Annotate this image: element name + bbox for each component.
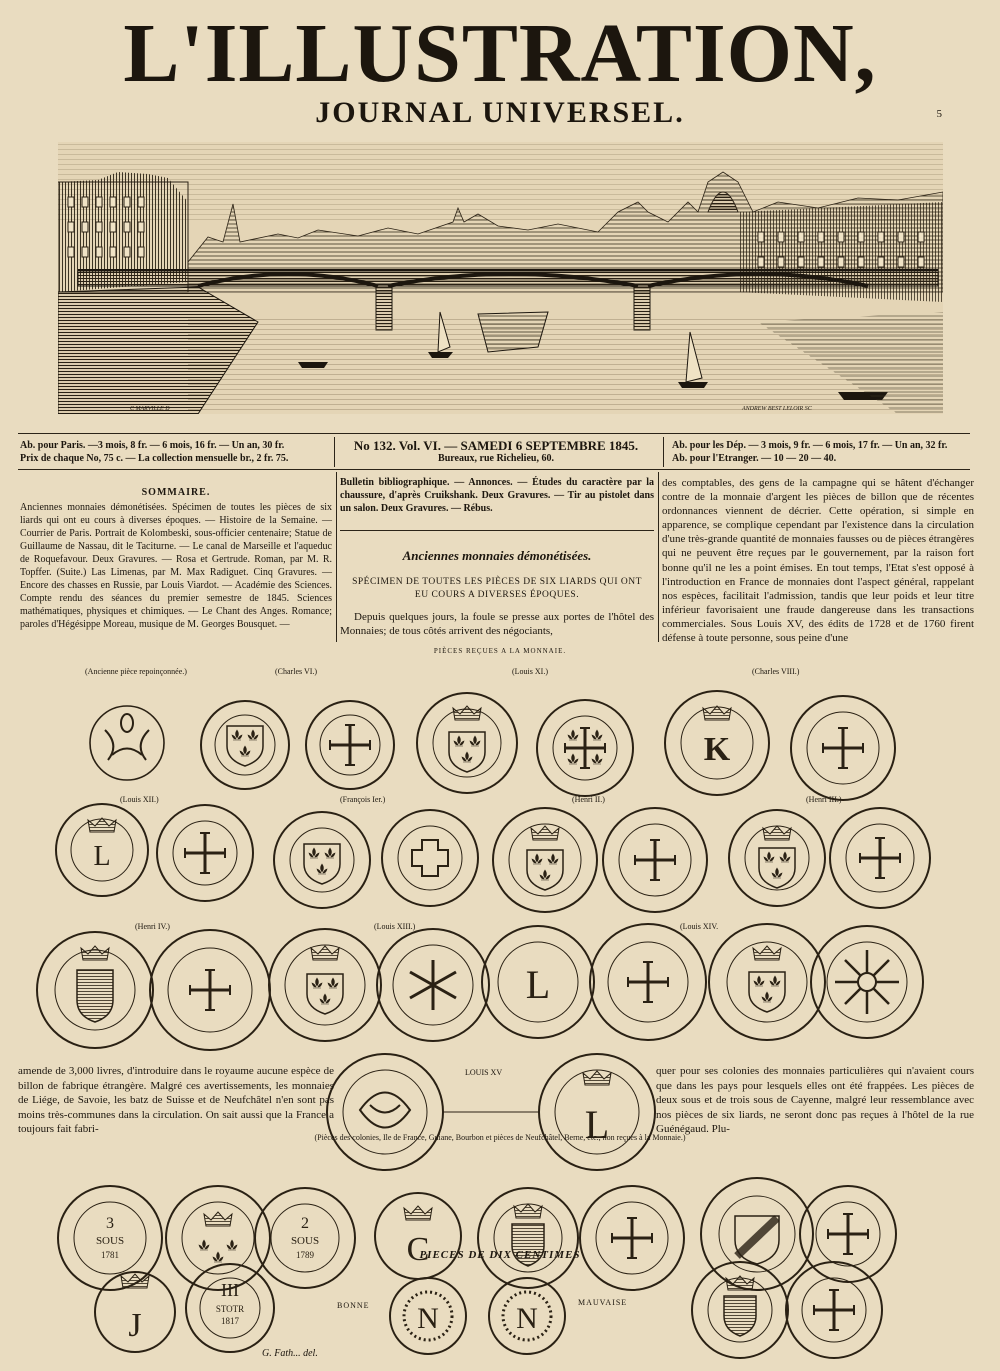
coin-louis15-reverse xyxy=(539,1054,655,1170)
coin-francois1-obverse xyxy=(274,812,370,908)
coin-louis14-obverse-b xyxy=(709,924,825,1040)
svg-text:3: 3 xyxy=(106,1215,114,1232)
svg-text:K: K xyxy=(703,731,731,768)
article-title: Anciennes monnaies démonétisées. xyxy=(402,548,592,563)
coin-louis14-reverse-a xyxy=(590,924,706,1040)
paris-bridge-engraving xyxy=(58,142,943,414)
coin-henri4-obverse xyxy=(37,932,153,1048)
article-bottom-left: amende de 3,000 livres, d'introduire dans le royaume aucune espèce de billon de fabrique étrangère. Malgré ces avertissements, les monnaies de Liége, de Savoie, les batz de Suisse et de Neufchâtel n'en sont pas moins très-communes dans la circulation. On sait aussi que la France a toujours fait fabri- xyxy=(18,1065,334,1135)
dix-centimes-title: PIECES DE DIX CENTIMES xyxy=(419,1249,581,1261)
article-body-start: Depuis quelques jours, la foule se presse aux portes de l'hôtel des Monnaies; de tous côtés arrivent des négociants, xyxy=(340,611,654,637)
header-rule-top xyxy=(18,433,970,434)
coin-charles6-obverse xyxy=(201,701,289,789)
article-column-3: des comptables, des gens de la campagne qui se hâtent d'échanger contre de la monnaie d'argent les pièces de billon que de récentes ordonnances viennent de décrier. Cette opération, si simple en apparence, se complique cependant par l'existence dans la circulation d'une très-grande quantité de monnaies fausses ou de pièces étrangères qui ne peuvent être reçues par le gouvernement, par la raison fort bonne qu'il ne les a point émises. En tout temps, l'Etat s'est opposé à l'introduction en France de monnaies dont l'aspect général, rappelant nos espèces, facilitait l'admission, tandis que leur poids et leur titre inférieur favorisaient une fraude dangereuse dans les transactions commerciales. Sous Louis XV, des édits de 1728 et de 1760 firent défense à toute personne, sous peine d'une xyxy=(662,477,974,645)
svg-text:1789: 1789 xyxy=(296,1250,314,1260)
subscription-paris-line1: Ab. pour Paris. —3 mois, 8 fr. — 6 mois, 16 fr. — Un an, 30 fr. xyxy=(20,440,285,451)
masthead-title: L'ILLUSTRATION, xyxy=(123,7,877,100)
svg-text:2: 2 xyxy=(301,1215,309,1232)
label-louis12: (Louis XII.) xyxy=(120,795,159,804)
sommaire-heading: SOMMAIRE. xyxy=(141,487,211,498)
coin-henri3-obverse xyxy=(729,810,825,906)
label-henri4: (Henri IV.) xyxy=(135,922,170,931)
svg-text:III: III xyxy=(221,1280,239,1300)
coin-ile-de-france-reverse xyxy=(580,1186,684,1290)
coin-charles8-reverse xyxy=(791,696,895,800)
coin-henri4-reverse xyxy=(150,930,270,1050)
label-mauvaise: MAUVAISE xyxy=(578,1298,628,1307)
bureaux-address: Bureaux, rue Richelieu, 60. xyxy=(438,453,554,464)
coin-berne-obverse xyxy=(701,1178,813,1290)
header-rule-bottom xyxy=(18,469,970,470)
coin-neufchatel-reverse xyxy=(786,1262,882,1358)
coin-francois1-reverse xyxy=(382,810,478,906)
info-divider-left xyxy=(334,437,335,467)
label-henri3: (Henri III.) xyxy=(806,795,842,804)
article-subtitle: SPÉCIMEN DE TOUTES LES PIÈCES DE SIX LIARDS QUI ONT EU COURS A DIVERSES ÉPOQUES. xyxy=(352,577,642,600)
subscription-dep-line2: Ab. pour l'Etranger. — 10 — 20 — 40. xyxy=(672,453,837,464)
engraving-credit-left: C MARVILLE D xyxy=(130,406,170,412)
coin-louis11-obverse xyxy=(417,693,517,793)
svg-text:1781: 1781 xyxy=(101,1250,119,1260)
sommaire-column xyxy=(20,486,332,631)
coin-neufchatel-obverse xyxy=(692,1262,788,1358)
coin-louis15-obverse xyxy=(327,1054,443,1170)
coin-c-letter xyxy=(375,1193,461,1279)
coin-louis12-obverse xyxy=(56,804,148,896)
coin-louis14-obverse-a xyxy=(482,926,594,1038)
svg-text:L: L xyxy=(93,841,111,872)
subscription-paris xyxy=(20,439,330,465)
masthead-subtitle: JOURNAL UNIVERSEL. xyxy=(315,96,685,129)
coin-repoinconnee-obverse xyxy=(90,706,164,780)
bulletin-column xyxy=(340,476,654,515)
coin-bonne-n xyxy=(390,1278,466,1354)
issue-info xyxy=(338,439,654,465)
coin-louis12-reverse xyxy=(157,805,253,901)
article-rule xyxy=(340,530,654,531)
coin-charles8-obverse xyxy=(665,691,769,795)
plate-caption: PIÈCES REÇUES A LA MONNAIE. xyxy=(433,647,567,655)
svg-text:STOTR: STOTR xyxy=(215,1304,245,1314)
coin-berne-reverse xyxy=(800,1186,896,1282)
svg-text:N: N xyxy=(417,1302,439,1335)
label-charles8: (Charles VIII.) xyxy=(752,667,800,676)
coin-louis13-obverse xyxy=(269,929,381,1041)
coin-charles6-reverse xyxy=(306,701,394,789)
subscription-paris-line2: Prix de chaque No, 75 c. — La collection mensuelle br., 2 fr. 75. xyxy=(20,453,289,464)
label-charles6: (Charles VI.) xyxy=(275,667,318,676)
page-number: 5 xyxy=(936,108,942,120)
issue-number: No 132. Vol. VI. — SAMEDI 6 SEPTEMBRE 1845. xyxy=(353,438,639,453)
svg-text:1817: 1817 xyxy=(221,1316,239,1326)
coin-louis11-reverse xyxy=(537,700,633,796)
svg-text:N: N xyxy=(516,1302,538,1335)
column-divider-1 xyxy=(336,472,337,642)
label-louis13: (Louis XIII.) xyxy=(374,922,416,931)
svg-text:J: J xyxy=(128,1307,142,1344)
label-louis15: LOUIS XV xyxy=(465,1068,503,1077)
coin-henri3-reverse xyxy=(830,808,930,908)
engraver-signature: G. Fath... del. xyxy=(262,1348,318,1359)
coin-j-letter xyxy=(95,1272,175,1352)
coin-l-letter: L xyxy=(584,1102,610,1147)
engraving-credit-right: ANDREW BEST LELOIR SC xyxy=(742,406,812,412)
subscription-dep-line1: Ab. pour les Dép. — 3 mois, 9 fr. — 6 mois, 17 fr. — Un an, 32 fr. xyxy=(672,440,948,451)
coin-ile-de-france-obverse xyxy=(478,1188,578,1288)
svg-text:C: C xyxy=(406,1231,430,1268)
coin-iii-value xyxy=(186,1264,274,1352)
label-louis14: (Louis XIV. xyxy=(680,922,719,931)
svg-text:SOUS: SOUS xyxy=(290,1235,320,1247)
svg-text:SOUS: SOUS xyxy=(95,1235,125,1247)
sommaire-text: Anciennes monnaies démonétisées. Spécimen de toutes les pièces de six liards qui ont eu cours à diverses époques. — Histoire de la Semaine. — Courrier de Paris. Portrait de Kolombeski, sous-officier centenaire; Statue de Guillaume de Nassau, dit le Taciturne. — Le canal de Marseille et l'aqueduc de Roquefavour. Deux Gravures. — Rosa et Gertrude. Roman, par M. R. Topffer. (Suite.) Las Limenas, par M. Max Radiguet. Cinq Gravures. — Encore des chasses en Russie, par Louis Viardot. — Académie des Sciences. Compte rendu des séances du premier semestre de 1845. Sciences mathématiques, physiques et chimiques. — Le Chant des Anges. Romance; paroles d'Hégésippe Moreau, musique de M. Georges Bousquet. — xyxy=(20,502,332,630)
coin-ll-monogram: L xyxy=(525,962,551,1007)
column-divider-2 xyxy=(658,472,659,642)
label-francois1: (François Ier.) xyxy=(340,795,386,804)
colonies-caption: (Pièces des colonies, Ile de France, Guiane, Bourbon et pièces de Neufchâtel, Berne, etc., non reçues à la Monnaie.) xyxy=(314,1133,686,1142)
label-louis11: (Louis XI.) xyxy=(512,667,548,676)
article-bottom-right: quer pour ses colonies des monnaies particulières qui n'avaient cours que dans les pays pour lesquels elles ont été frappées. Les pièces de deux sous et de trois sous de Cayenne, malgré leur ressemblance avec nos pièces de six liards, ne seront donc pas reçues à l'hôtel de la rue Guénégaud. Plu- xyxy=(656,1065,974,1135)
label-bonne: BONNE xyxy=(337,1301,370,1310)
coin-mauvaise-n xyxy=(489,1278,565,1354)
coin-henri2-obverse xyxy=(493,808,597,912)
label-repoinconnee: (Ancienne pièce repoinçonnée.) xyxy=(85,667,187,676)
bulletin-text: Bulletin bibliographique. — Annonces. — Études du caractère par la chaussure, d'après Cruikshank. Deux Gravures. — Tir au pistolet dans un salon. Deux Gravures. — Rébus. xyxy=(340,477,654,514)
coin-louis14-reverse-b xyxy=(811,926,923,1038)
label-henri2: (Henri II.) xyxy=(572,795,605,804)
info-divider-right xyxy=(663,437,664,467)
subscription-departements xyxy=(672,439,974,465)
coin-henri2-reverse xyxy=(603,808,707,912)
coin-louis13-reverse xyxy=(377,929,489,1041)
